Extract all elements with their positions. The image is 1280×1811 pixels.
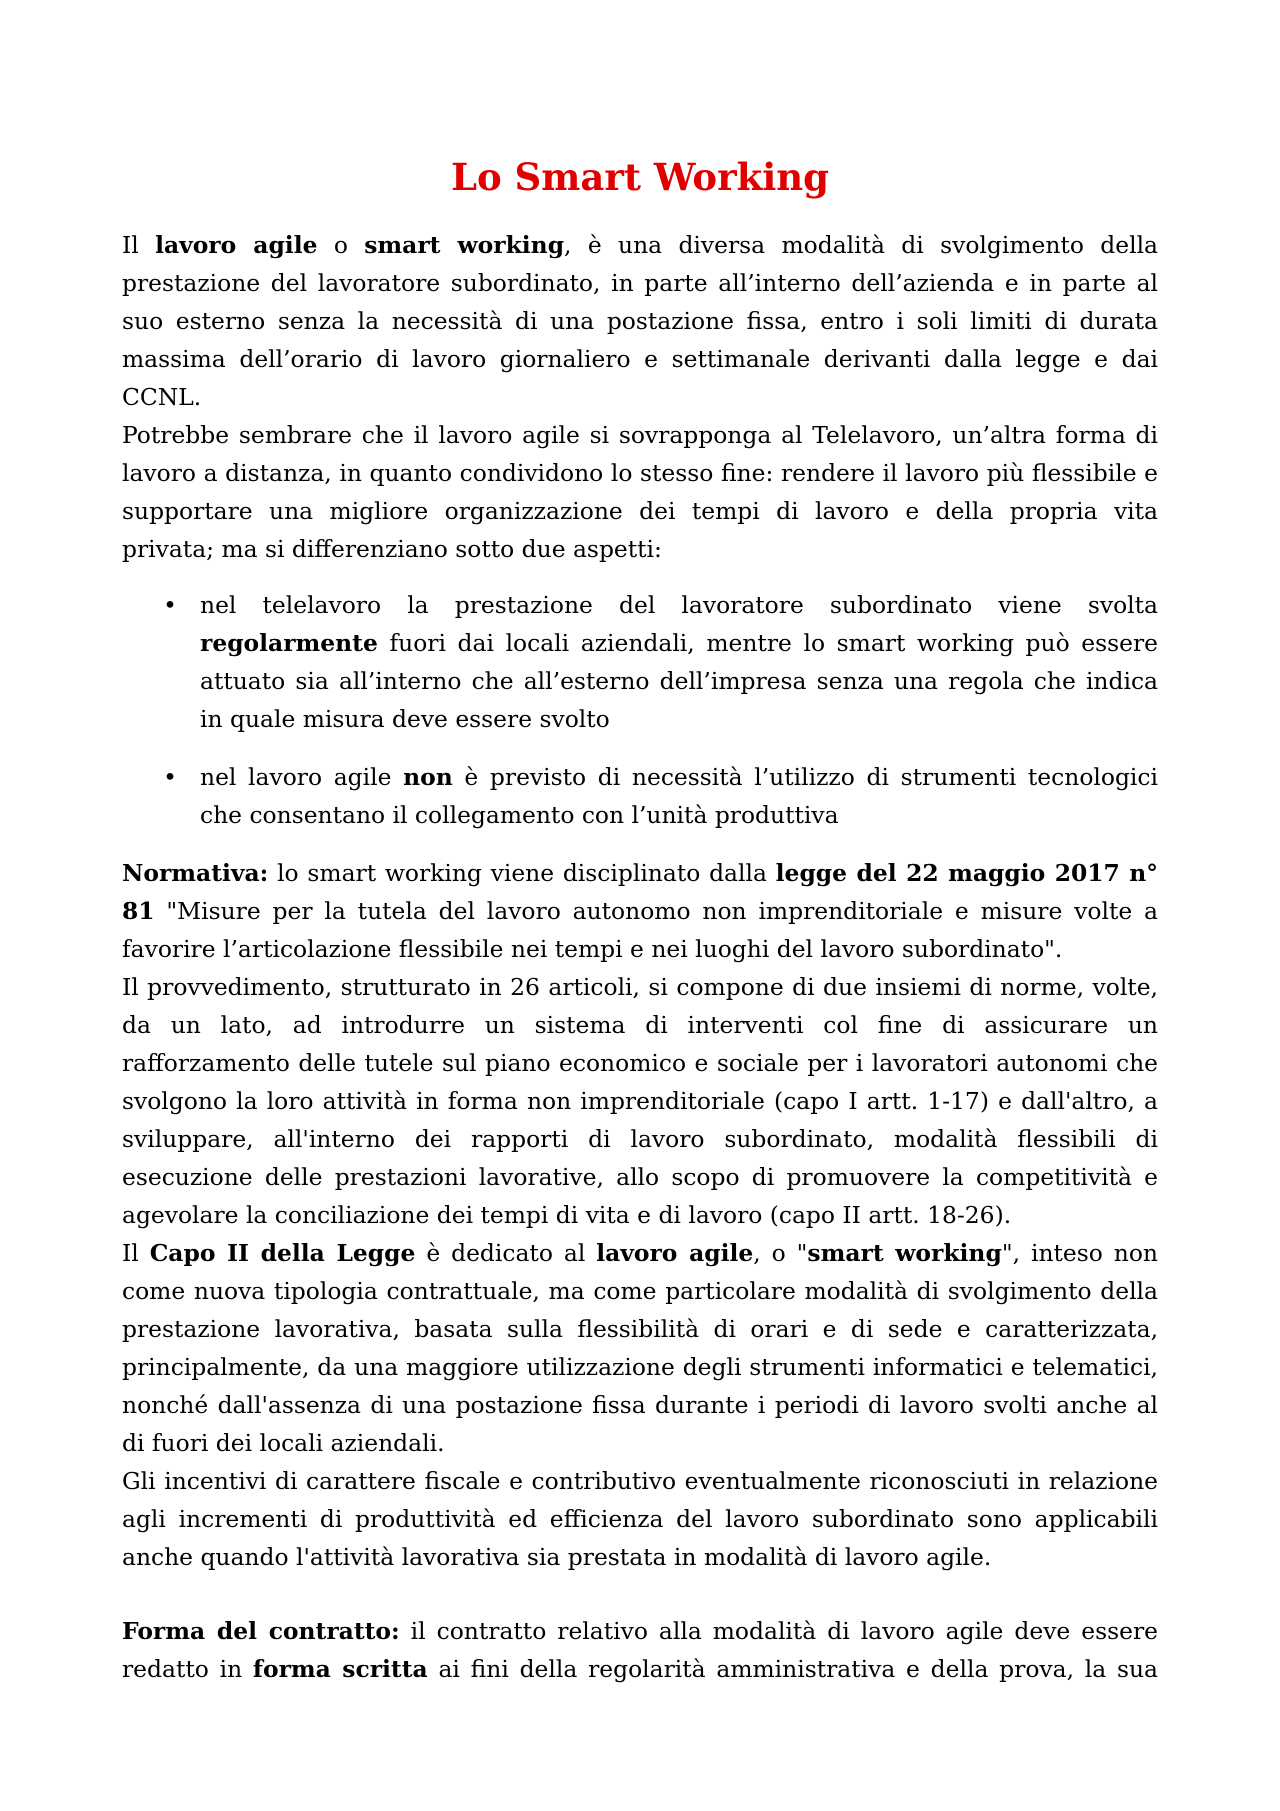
list-item-text <box>200 763 1158 829</box>
text-run: lo smart working viene disciplinato dalla <box>268 859 776 887</box>
text-run: Il <box>122 1239 150 1267</box>
comparison-paragraph: Potrebbe sembrare che il lavoro agile si sovrapponga al Telelavoro, un’altra forma di lavoro a distanza, in quanto condividono lo stesso fine: rendere il lavoro più flessibile e supportare una migliore organizzazione dei tempi di lavoro e della propria vita privata; ma si differenziano sotto due aspetti: <box>122 421 1158 563</box>
bold-text: non <box>403 763 453 791</box>
text-run: ", inteso non come nuova tipologia contrattuale, ma come particolare modalità di svolgimento della prestazione lavorativa, basata sulla flessibilità di orari e di sede e caratterizzata, principalmente, da una maggiore utilizzazione degli strumenti informatici e telematici, nonché dall'assenza di una postazione fissa durante i periodi di lavoro svolti anche al di fuori dei locali aziendali. <box>122 1239 1158 1457</box>
normativa-paragraph <box>122 854 1158 968</box>
bullet-marker: • <box>163 591 177 619</box>
text-run: , è una diversa modalità di svolgimento della prestazione del lavoratore subordinato, in parte all’interno dell’azienda e in parte al suo esterno senza la necessità di una postazione fissa, entro i soli limiti di durata massima dell’orario di lavoro giornaliero e settimanale derivanti dalla legge e dai CCNL. <box>122 231 1158 411</box>
incentivi-paragraph: Gli incentivi di carattere fiscale e contributivo eventualmente riconosciuti in relazione agli incrementi di produttività ed efficienza del lavoro subordinato sono applicabili anche quando l'attività lavorativa sia prestata in modalità di lavoro agile. <box>122 1467 1158 1571</box>
text-run: ai fini della regolarità amministrativa e della prova, la sua <box>427 1655 1158 1683</box>
bold-text: Normativa: <box>122 859 269 887</box>
text-run: nel telelavoro la prestazione del lavoratore subordinato viene svolta <box>200 591 1158 619</box>
text-run: Il <box>122 231 156 259</box>
bold-text: smart working <box>364 231 565 259</box>
bold-text: legge del 22 maggio 2017 n° 81 <box>122 859 1158 925</box>
text-run: fuori dai locali aziendali, mentre lo smart working può essere attuato sia all’interno che all’esterno dell’impresa senza una regola che indica in quale misura deve essere svolto <box>200 629 1158 733</box>
bold-text: regolarmente <box>200 629 378 657</box>
list-item <box>122 758 1158 834</box>
differences-list <box>122 586 1158 834</box>
bold-text: smart working <box>807 1239 1002 1267</box>
text-run: o <box>317 231 365 259</box>
list-item-text <box>200 591 1158 733</box>
text-run: il contratto relativo alla modalità di lavoro agile deve essere redatto in <box>122 1617 1158 1683</box>
list-item <box>122 586 1158 738</box>
bold-text: Capo II della Legge <box>149 1239 416 1267</box>
intro-paragraph <box>122 226 1158 416</box>
text-run: è dedicato al <box>415 1239 597 1267</box>
document-page <box>122 0 1158 1688</box>
text-run: "Misure per la tutela del lavoro autonomo non imprenditoriale e misure volte a favorire l’articolazione flessibile nei tempi e nei luoghi del lavoro subordinato". <box>122 897 1158 963</box>
bold-text: Forma del contratto: <box>122 1617 400 1645</box>
forma-contratto-paragraph <box>122 1612 1158 1688</box>
bullet-marker: • <box>163 763 177 791</box>
paragraph-spacer <box>122 1576 1158 1612</box>
capo-paragraph <box>122 1234 1158 1462</box>
text-run: è previsto di necessità l’utilizzo di strumenti tecnologici che consentano il collegamento con l’unità produttiva <box>200 763 1158 829</box>
bold-text: forma scritta <box>252 1655 428 1683</box>
provvedimento-paragraph: Il provvedimento, strutturato in 26 articoli, si compone di due insiemi di norme, volte, da un lato, ad introdurre un sistema di interventi col fine di assicurare un rafforzamento delle tutele sul piano economico e sociale per i lavoratori autonomi che svolgono la loro attività in forma non imprenditoriale (capo I artt. 1-17) e dall'altro, a sviluppare, all'interno dei rapporti di lavoro subordinato, modalità flessibili di esecuzione delle prestazioni lavorative, allo scopo di promuovere la competitività e agevolare la conciliazione dei tempi di vita e di lavoro (capo II artt. 18-26). <box>122 973 1158 1229</box>
document-title: Lo Smart Working <box>450 155 830 199</box>
text-run: nel lavoro agile <box>200 763 404 791</box>
text-run: , o " <box>753 1239 808 1267</box>
document-body <box>122 226 1158 1688</box>
bold-text: lavoro agile <box>596 1239 754 1267</box>
bold-text: lavoro agile <box>155 231 318 259</box>
